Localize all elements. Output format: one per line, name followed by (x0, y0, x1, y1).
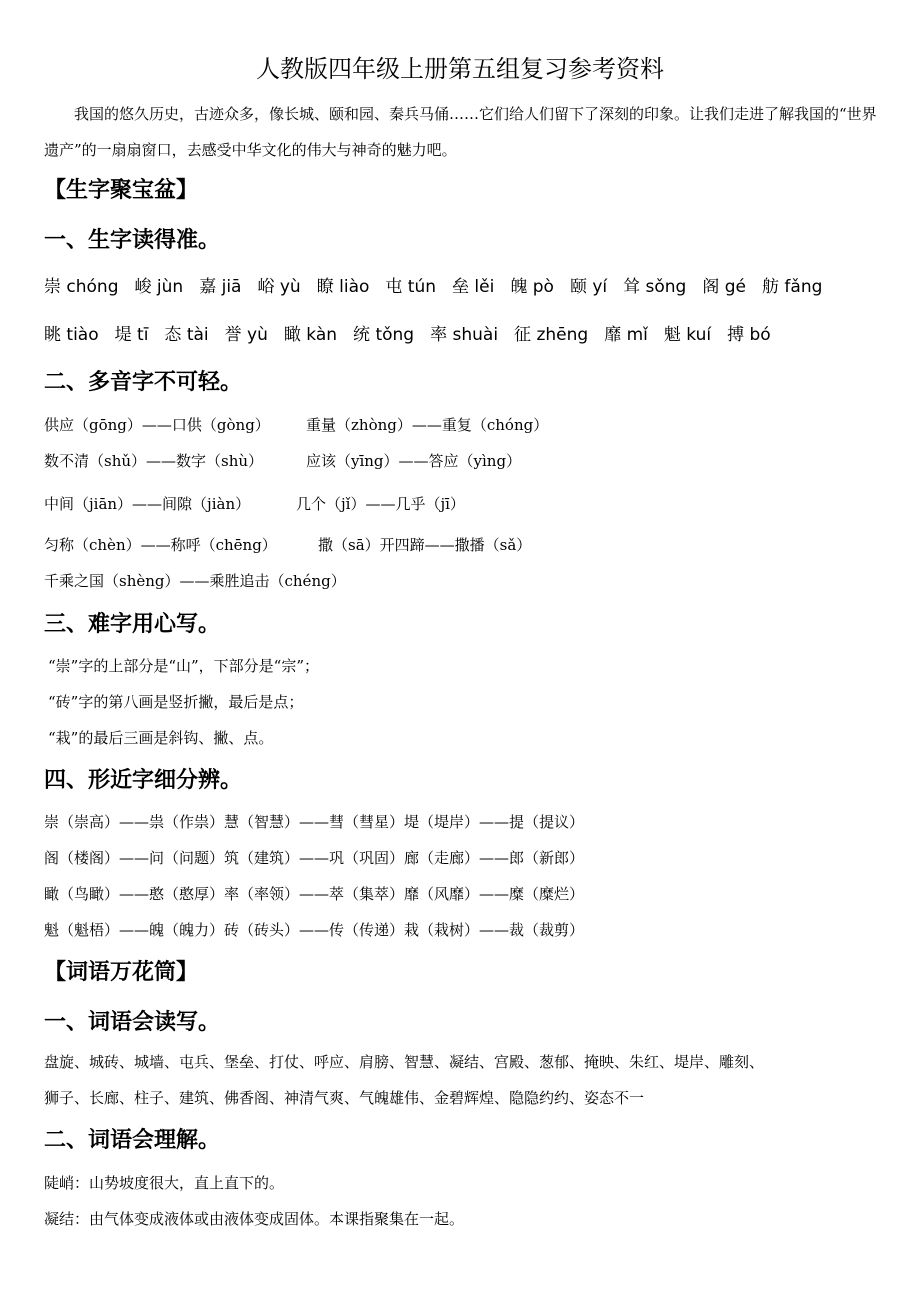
polyphone-b: 应该（yīng）——答应（yìng） (306, 452, 522, 470)
polyphone-a: 供应（gōng）——口供（gòng） (44, 416, 270, 434)
section-heading-words: 【词语万花筒】 (44, 960, 199, 985)
intro-paragraph: 我国的悠久历史，古迹众多，像长城、颐和园、秦兵马俑……它们给人们留下了深刻的印象。让我们走进了解我国的“世界遗产”的一扇扇窗口，去感受中华文化的伟大与神奇的魅力吧。 (44, 105, 877, 159)
polyphone-a: 中间（jiān）——间隙（jiàn） (44, 495, 251, 513)
pinyin-item: 崇 chóng (44, 277, 119, 297)
sub-heading-polyphone: 二、多音字不可轻。 (44, 370, 243, 395)
pinyin-item: 靡 mǐ (604, 325, 648, 345)
pinyin-row-2 (44, 322, 894, 348)
sub-heading-word-rw: 一、词语会读写。 (44, 1010, 221, 1035)
polyphone-b: 撒（sā）开四蹄——撒播（sǎ） (318, 536, 532, 554)
polyphone-a: 千乘之国（shèng）——乘胜追击（chéng） (44, 572, 346, 590)
pinyin-item: 瞰 kàn (283, 325, 338, 345)
sub-heading-read: 一、生字读得准。 (44, 228, 221, 253)
pinyin-item: 嘉 jiā (199, 277, 242, 297)
pinyin-item: 魄 pò (510, 277, 554, 297)
pinyin-item: 魁 kuí (663, 325, 712, 345)
pinyin-item: 阁 gé (702, 277, 747, 297)
sub-heading-similar: 四、形近字细分辨。 (44, 768, 243, 793)
pinyin-item: 峪 yù (257, 277, 301, 297)
writing-tip: “崇”字的上部分是“山”，下部分是“宗”； (48, 657, 320, 675)
pinyin-item: 屯 tún (385, 277, 437, 297)
pinyin-row-1 (44, 274, 894, 300)
similar-chars-line: 阁（楼阁）——问（问题）筑（建筑）——巩（巩固）廊（走廊）——郎（新郎） (44, 849, 585, 867)
word-list-line: 盘旋、城砖、城墙、屯兵、堡垒、打仗、呼应、肩膀、智慧、凝结、宫殿、葱郁、掩映、朱红、堤岸、雕刻、 (44, 1053, 765, 1071)
section-heading-characters: 【生字聚宝盆】 (44, 178, 199, 203)
pinyin-item: 垒 lěi (452, 277, 495, 297)
polyphone-b: 重量（zhòng）——重复（chóng） (306, 416, 549, 434)
pinyin-item: 率 shuài (430, 325, 499, 345)
pinyin-item: 颐 yí (569, 277, 608, 297)
similar-chars-line: 瞰（鸟瞰）——憨（憨厚）率（率领）——萃（集萃）靡（风靡）——糜（糜烂） (44, 885, 585, 903)
word-list-line: 狮子、长廊、柱子、建筑、佛香阁、神清气爽、气魄雄伟、金碧辉煌、隐隐约约、姿态不一 (44, 1089, 645, 1107)
pinyin-item: 耸 sǒng (623, 277, 687, 297)
word-definition: 陡峭：山势坡度很大，直上直下的。 (44, 1174, 285, 1192)
word-definition: 凝结：由气体变成液体或由液体变成固体。本课指聚集在一起。 (44, 1210, 465, 1228)
pinyin-item: 征 zhēng (514, 325, 589, 345)
similar-chars-line: 崇（崇高）——祟（作祟）慧（智慧）——彗（彗星）堤（堤岸）——提（提议） (44, 813, 585, 831)
writing-tip: “栽”的最后三画是斜钩、撇、点。 (48, 729, 274, 747)
similar-chars-line: 魁（魁梧）——魄（魄力）砖（砖头）——传（传递）栽（栽树）——裁（裁剪） (44, 921, 585, 939)
pinyin-item: 眺 tiào (44, 325, 99, 345)
pinyin-item: 瞭 liào (316, 277, 370, 297)
pinyin-item: 峻 jùn (134, 277, 184, 297)
sub-heading-word-meaning: 二、词语会理解。 (44, 1128, 221, 1153)
pinyin-item: 堤 tī (114, 325, 149, 345)
sub-heading-writing: 三、难字用心写。 (44, 612, 221, 637)
pinyin-item: 态 tài (164, 325, 209, 345)
pinyin-item: 搏 bó (727, 325, 771, 345)
polyphone-b: 几个（jǐ）——几乎（jī） (296, 495, 465, 513)
document-title: 人教版四年级上册第五组复习参考资料 (256, 55, 664, 83)
pinyin-item: 誉 yù (224, 325, 268, 345)
polyphone-a: 匀称（chèn）——称呼（chēng） (44, 536, 277, 554)
writing-tip: “砖”字的第八画是竖折撇，最后是点； (48, 693, 304, 711)
pinyin-item: 统 tǒng (353, 325, 415, 345)
pinyin-item: 舫 fǎng (762, 277, 823, 297)
polyphone-a: 数不清（shǔ）——数字（shù） (44, 452, 264, 470)
